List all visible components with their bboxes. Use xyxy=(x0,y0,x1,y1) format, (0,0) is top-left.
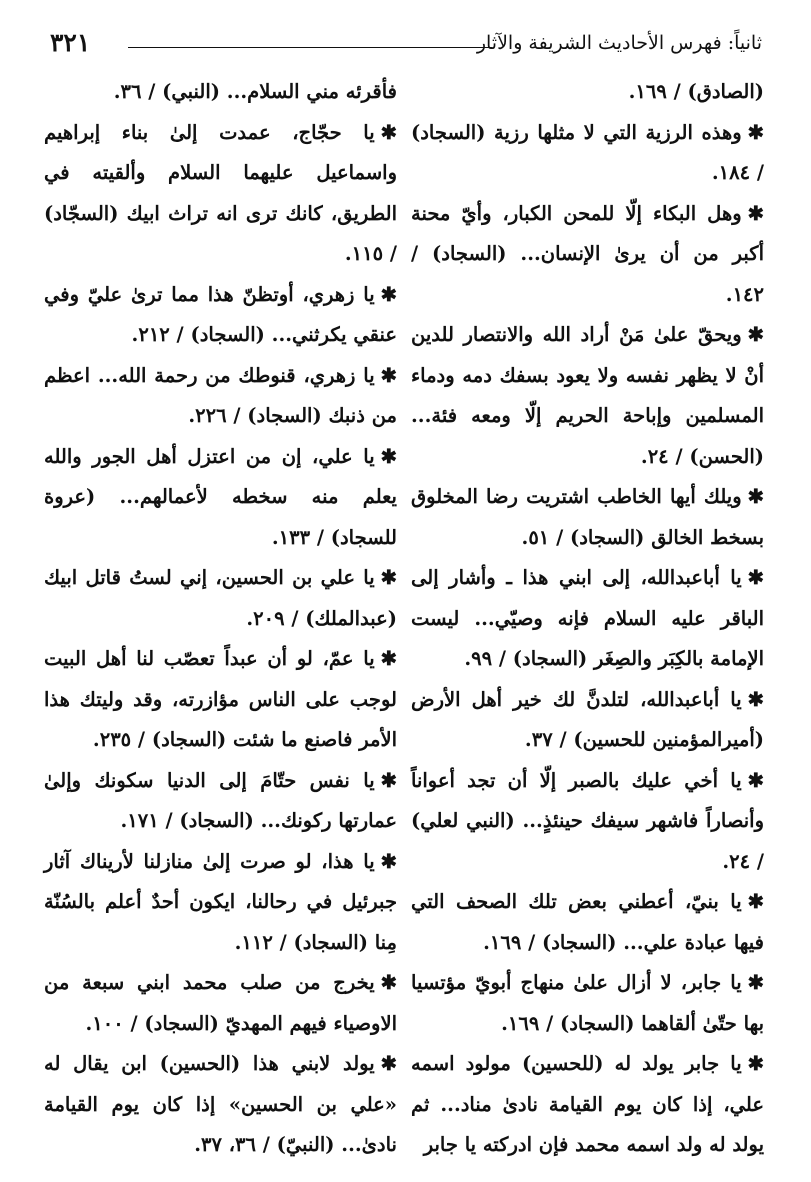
entry-text: وهل البكاء إلّا للمحن الكبار، وأيّ محنة أكبر من أن يرىٰ الإنسان... (السجاد) / ١٤٢. xyxy=(411,201,764,306)
entry-text: فأقرئه مني السلام... (النبي) / ٣٦. xyxy=(113,80,397,103)
entry-text: يا أخي عليك بالصبر إلّا أن تجد أعواناً وأنصاراً فاشهر سيفك حينئذٍ... (النبي لعلي) / ٢٤. xyxy=(411,768,764,873)
index-entry xyxy=(411,477,764,558)
entry-text: ويحقّ علىٰ مَنْ أراد الله والانتصار للدين أنْ لا يظهر نفسه ولا يعود بسفك دمه ودماء المسلمين وإباحة الحريم إلّا ومعه فئة... (الحسن) / ٢٤. xyxy=(411,323,764,468)
index-entry xyxy=(411,558,764,680)
index-entry xyxy=(44,639,397,761)
index-entry xyxy=(411,882,764,963)
bullet-star-icon: ✱ xyxy=(380,566,397,589)
entry-text: (الصادق) / ١٦٩. xyxy=(628,80,764,103)
index-entry xyxy=(411,963,764,1044)
bullet-star-icon: ✱ xyxy=(747,1052,764,1075)
bullet-star-icon: ✱ xyxy=(747,485,764,508)
entry-text: يا بنيّ، أعطني بعض تلك الصحف التي فيها عبادة علي... (السجاد) / ١٦٩. xyxy=(411,890,764,954)
index-entry xyxy=(44,761,397,842)
index-entry xyxy=(44,963,397,1044)
entry-text: يولد لابني هذا (الحسين) ابن يقال له «علي بن الحسين» إذا كان يوم القيامة نادىٰ... (النبيّ) / ٣٦، ٣٧. xyxy=(44,1052,397,1156)
entry-text: يخرج من صلب محمد ابني سبعة من الاوصياء فيهم المهديّ (السجاد) / ١٠٠. xyxy=(44,971,397,1035)
entry-text: يا أباعبدالله، لتلدنَّ لك خير أهل الأرض (أميرالمؤمنين للحسين) / ٣٧. xyxy=(411,687,764,751)
entry-text: ويلك أيها الخاطب اشتريت رضا المخلوق بسخط الخالق (السجاد) / ٥١. xyxy=(411,485,764,549)
running-title: ثانياً: فهرس الأحاديث الشريفة والآثار xyxy=(476,32,762,54)
bullet-star-icon: ✱ xyxy=(747,687,764,711)
entry-text: يا زهري، أوتظنّ هذا مما ترىٰ عليّ وفي عنقي يكرثني... (السجاد) / ٢١٢. xyxy=(44,282,397,346)
bullet-star-icon: ✱ xyxy=(747,323,764,346)
page-header xyxy=(50,28,762,64)
entry-text: يا علي، إن من اعتزل أهل الجور والله يعلم منه سخطه لأعمالهم... (عروة للسجاد) / ١٣٣. xyxy=(44,444,397,549)
bullet-star-icon: ✱ xyxy=(380,363,397,387)
bullet-star-icon: ✱ xyxy=(380,444,397,468)
bullet-star-icon: ✱ xyxy=(747,890,764,913)
right-column xyxy=(411,72,764,1166)
entry-text: يا علي بن الحسين، إني لستُ قاتل ابيك (عبدالملك) / ٢٠٩. xyxy=(44,566,397,630)
bullet-star-icon: ✱ xyxy=(380,120,397,144)
entry-text: يا جابر يولد له (للحسين) مولود اسمه علي، إذا كان يوم القيامة نادىٰ مناد... ثم يولد له ولد اسمه محمد فإن ادركته يا جابر xyxy=(411,1052,764,1156)
index-entry xyxy=(411,680,764,761)
entry-text: وهذه الرزية التي لا مثلها رزية (السجاد) / ١٨٤. xyxy=(411,120,764,184)
index-entry xyxy=(411,113,764,194)
entry-text: يا أباعبدالله، إلى ابني هذا ـ وأشار إلى الباقر عليه السلام فإنه وصيّي... ليست الإمامة بالكِبَر والصِغَر (السجاد) / ٩٩. xyxy=(411,566,764,670)
index-entry xyxy=(44,842,397,964)
bullet-star-icon: ✱ xyxy=(747,566,764,589)
index-entry xyxy=(44,558,397,639)
header-rule xyxy=(128,47,492,48)
index-entry xyxy=(44,275,397,356)
left-column xyxy=(44,72,397,1166)
index-entry xyxy=(44,1044,397,1166)
entry-text: يا زهري، قنوطك من رحمة الله... اعظم من ذنبك (السجاد) / ٢٢٦. xyxy=(44,363,397,427)
bullet-star-icon: ✱ xyxy=(380,282,397,306)
index-entry xyxy=(44,113,397,275)
index-entry xyxy=(411,761,764,883)
bullet-star-icon: ✱ xyxy=(747,768,764,792)
entry-text: يا عمّ، لو أن عبداً تعصّب لنا أهل البيت لوجب على الناس مؤازرته، وقد وليتك هذا الأمر فاصنع ما شئت (السجاد) / ٢٣٥. xyxy=(44,647,397,751)
entry-text: يا نفس حتّامَ إلى الدنيا سكونك وإلىٰ عمارتها ركونك... (السجاد) / ١٧١. xyxy=(44,768,397,832)
index-entry xyxy=(411,1044,764,1166)
bullet-star-icon: ✱ xyxy=(380,1052,397,1075)
bullet-star-icon: ✱ xyxy=(747,120,764,144)
page-number: ٣٢١ xyxy=(50,28,91,57)
bullet-star-icon: ✱ xyxy=(747,971,764,994)
entry-text: يا حجّاج، عمدت إلىٰ بناء إبراهيم واسماعيل عليهما السلام وألقيته في الطريق، كانك ترى انه تراث ابيك (السجّاد) / ١١٥. xyxy=(44,120,397,265)
entry-text: يا جابر، لا أزال علىٰ منهاج أبويّ مؤتسيا بها حتّىٰ ألقاهما (السجاد) / ١٦٩. xyxy=(411,971,764,1035)
index-entry xyxy=(411,194,764,316)
index-entry xyxy=(44,437,397,559)
index-entry xyxy=(44,356,397,437)
bullet-star-icon: ✱ xyxy=(747,201,764,225)
index-entry xyxy=(44,72,397,113)
bullet-star-icon: ✱ xyxy=(380,971,397,994)
bullet-star-icon: ✱ xyxy=(380,768,397,792)
index-entry xyxy=(411,315,764,477)
entry-text: يا هذا، لو صرت إلىٰ منازلنا لأريناك آثار جبرئيل في رحالنا، ايكون أحدٌ أعلم بالسُنّة مِنا (السجاد) / ١١٢. xyxy=(44,849,397,954)
bullet-star-icon: ✱ xyxy=(380,849,397,873)
bullet-star-icon: ✱ xyxy=(380,647,397,670)
index-entry xyxy=(411,72,764,113)
